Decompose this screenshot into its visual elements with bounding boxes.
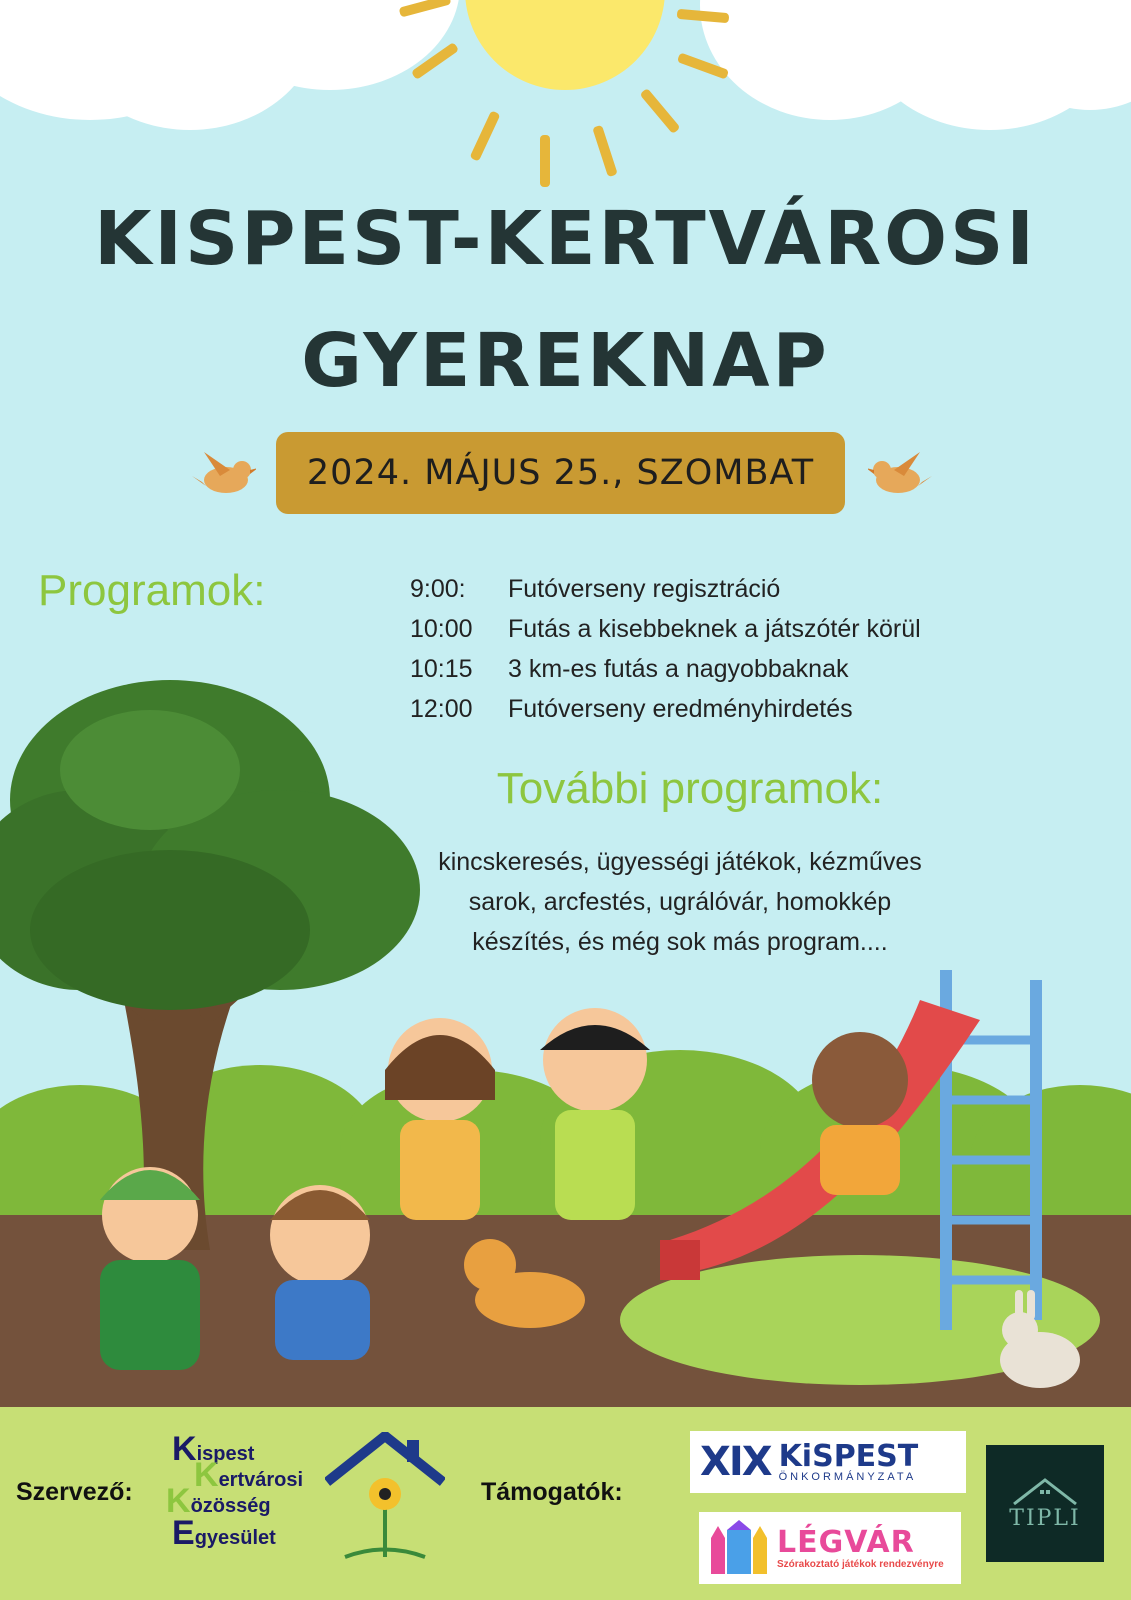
organizer-logo-text: [166, 1430, 332, 1552]
schedule-text: Futás a kisebbeknek a játszótér körül: [508, 615, 921, 643]
logo-initial: E: [172, 1514, 195, 1552]
kispest-name: KiSPEST: [778, 1438, 919, 1474]
castle-icon: [707, 1520, 771, 1576]
logo-word: ispest: [196, 1443, 255, 1465]
logo-word: ertvárosi: [218, 1469, 304, 1491]
organizer-house-logo: [325, 1432, 445, 1562]
more-programs-heading: További programok:: [496, 764, 884, 813]
event-date-text: 2024. MÁJUS 25., SZOMBAT: [306, 453, 815, 493]
programs-heading: Programok:: [38, 566, 266, 615]
logo-initial: K: [166, 1482, 191, 1520]
schedule-time: 10:00: [410, 615, 473, 643]
child-figure: [100, 1167, 200, 1370]
schedule-row: [410, 575, 780, 604]
sun-icon: [380, 0, 740, 210]
sponsor-tipli-logo: [986, 1445, 1104, 1562]
legvar-sub: Szórakoztató játékok rendezvényre: [777, 1559, 944, 1570]
legvar-name: LÉGVÁR: [777, 1525, 915, 1560]
house-roof-icon: [1010, 1476, 1080, 1506]
schedule-time: 9:00:: [410, 575, 466, 603]
logo-word: özösség: [190, 1495, 271, 1517]
sponsors-label: Támogatók:: [481, 1478, 623, 1506]
more-programs-line: kincskeresés, ügyességi játékok, kézműves: [438, 848, 922, 876]
logo-word: gyesület: [194, 1527, 276, 1549]
tipli-name: TIPLI: [1009, 1506, 1081, 1531]
schedule-time: 12:00: [410, 695, 473, 723]
event-date-badge: [276, 432, 845, 514]
schedule-time: 10:15: [410, 655, 473, 683]
bird-icon-left: [192, 446, 256, 502]
sponsor-legvar-logo: [699, 1512, 961, 1584]
page-title-line2: GYEREKNAP: [301, 318, 830, 404]
kispest-xix-mark: XIX: [700, 1439, 771, 1485]
kispest-sub: ÖNKORMÁNYZATA: [778, 1470, 917, 1483]
more-programs-line: készítés, és még sok más program....: [472, 928, 888, 956]
more-programs-line: sarok, arcfestés, ugrálóvár, homokkép: [468, 888, 892, 916]
organizer-label: Szervező:: [16, 1478, 133, 1506]
schedule-text: Futóverseny regisztráció: [508, 575, 781, 603]
schedule-text: 3 km-es futás a nagyobbaknak: [508, 655, 849, 683]
schedule-row: [410, 615, 921, 644]
page-title-line1: KISPEST-KERTVÁROSI: [94, 196, 1037, 282]
bird-icon-right: [868, 446, 932, 502]
schedule-text: Futóverseny eredményhirdetés: [508, 695, 853, 723]
sponsor-kispest-logo: [690, 1431, 966, 1493]
playground-illustration: [0, 680, 1131, 1407]
logo-initial: K: [194, 1456, 219, 1494]
logo-initial: K: [172, 1430, 197, 1468]
child-figure: [812, 1032, 908, 1195]
